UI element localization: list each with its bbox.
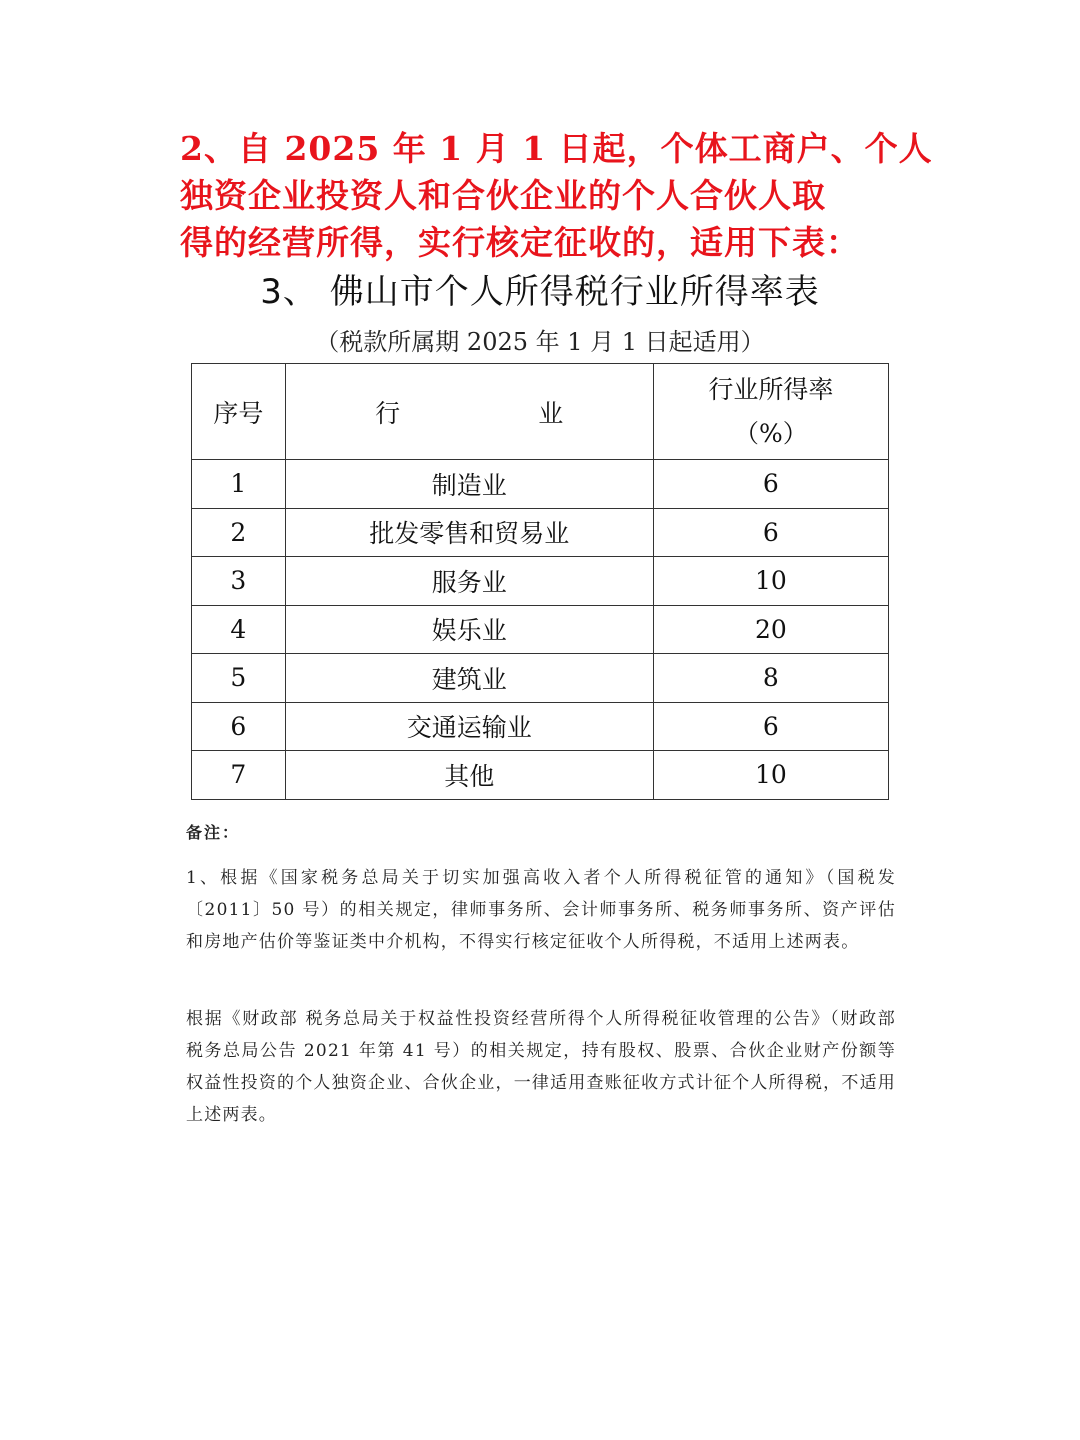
cell-industry: 服务业 <box>285 557 653 606</box>
table-row <box>192 751 889 800</box>
notes-label: 备注： <box>186 823 241 842</box>
cell-no: 3 <box>192 557 286 606</box>
header-rate-line2: （%） <box>733 418 808 448</box>
cell-no: 5 <box>192 654 286 703</box>
header-industry-part2: 业 <box>538 398 564 428</box>
table-row <box>192 654 889 703</box>
heading-line-3: 得的经营所得，实行核定征收的，适用下表： <box>180 223 860 262</box>
cell-rate: 6 <box>653 702 888 751</box>
cell-rate: 10 <box>653 751 888 800</box>
cell-rate: 20 <box>653 605 888 654</box>
header-rate-line1: 行业所得率 <box>708 374 834 404</box>
heading-line-1: 2、自 2025 年 1 月 1 日起，个体工商户、个人 <box>180 129 933 168</box>
cell-no: 7 <box>192 751 286 800</box>
cell-industry: 其他 <box>285 751 653 800</box>
cell-industry: 制造业 <box>285 460 653 509</box>
header-industry-part1: 行 <box>375 398 401 428</box>
cell-rate: 8 <box>653 654 888 703</box>
table-title: 3、 佛山市个人所得税行业所得率表 <box>260 272 820 312</box>
cell-no: 4 <box>192 605 286 654</box>
note-paragraph-1: 1、根据《国家税务总局关于切实加强高收入者个人所得税征管的通知》（国税发〔2011〕50 号）的相关规定，律师事务所、会计师事务所、税务师事务所、资产评估和房地产估价等鉴证类中介机构，不得实行核定征收个人所得税，不适用上述两表。 <box>186 868 896 952</box>
cell-no: 6 <box>192 702 286 751</box>
red-heading <box>180 125 933 266</box>
table-header-row <box>192 364 889 460</box>
header-industry <box>285 364 653 460</box>
cell-rate: 10 <box>653 557 888 606</box>
table-row <box>192 508 889 557</box>
table-row <box>192 557 889 606</box>
table-row <box>192 702 889 751</box>
header-rate <box>653 364 888 460</box>
table-row <box>192 460 889 509</box>
table-row <box>192 605 889 654</box>
industry-rate-table <box>191 363 889 800</box>
cell-rate: 6 <box>653 508 888 557</box>
cell-industry: 建筑业 <box>285 654 653 703</box>
cell-industry: 批发零售和贸易业 <box>285 508 653 557</box>
table-subtitle: （税款所属期 2025 年 1 月 1 日起适用） <box>315 328 765 356</box>
note-paragraph-2: 根据《财政部 税务总局关于权益性投资经营所得个人所得税征收管理的公告》（财政部 税务总局公告 2021 年第 41 号）的相关规定，持有股权、股票、合伙企业财产份额等权益性投资的个人独资企业、合伙企业，一律适用查账征收方式计征个人所得税，不适用上述两表。 <box>186 1009 896 1125</box>
heading-line-2: 独资企业投资人和合伙企业的个人合伙人取 <box>180 176 826 215</box>
cell-no: 1 <box>192 460 286 509</box>
cell-industry: 娱乐业 <box>285 605 653 654</box>
cell-rate: 6 <box>653 460 888 509</box>
header-no: 序号 <box>192 364 286 460</box>
cell-no: 2 <box>192 508 286 557</box>
cell-industry: 交通运输业 <box>285 702 653 751</box>
